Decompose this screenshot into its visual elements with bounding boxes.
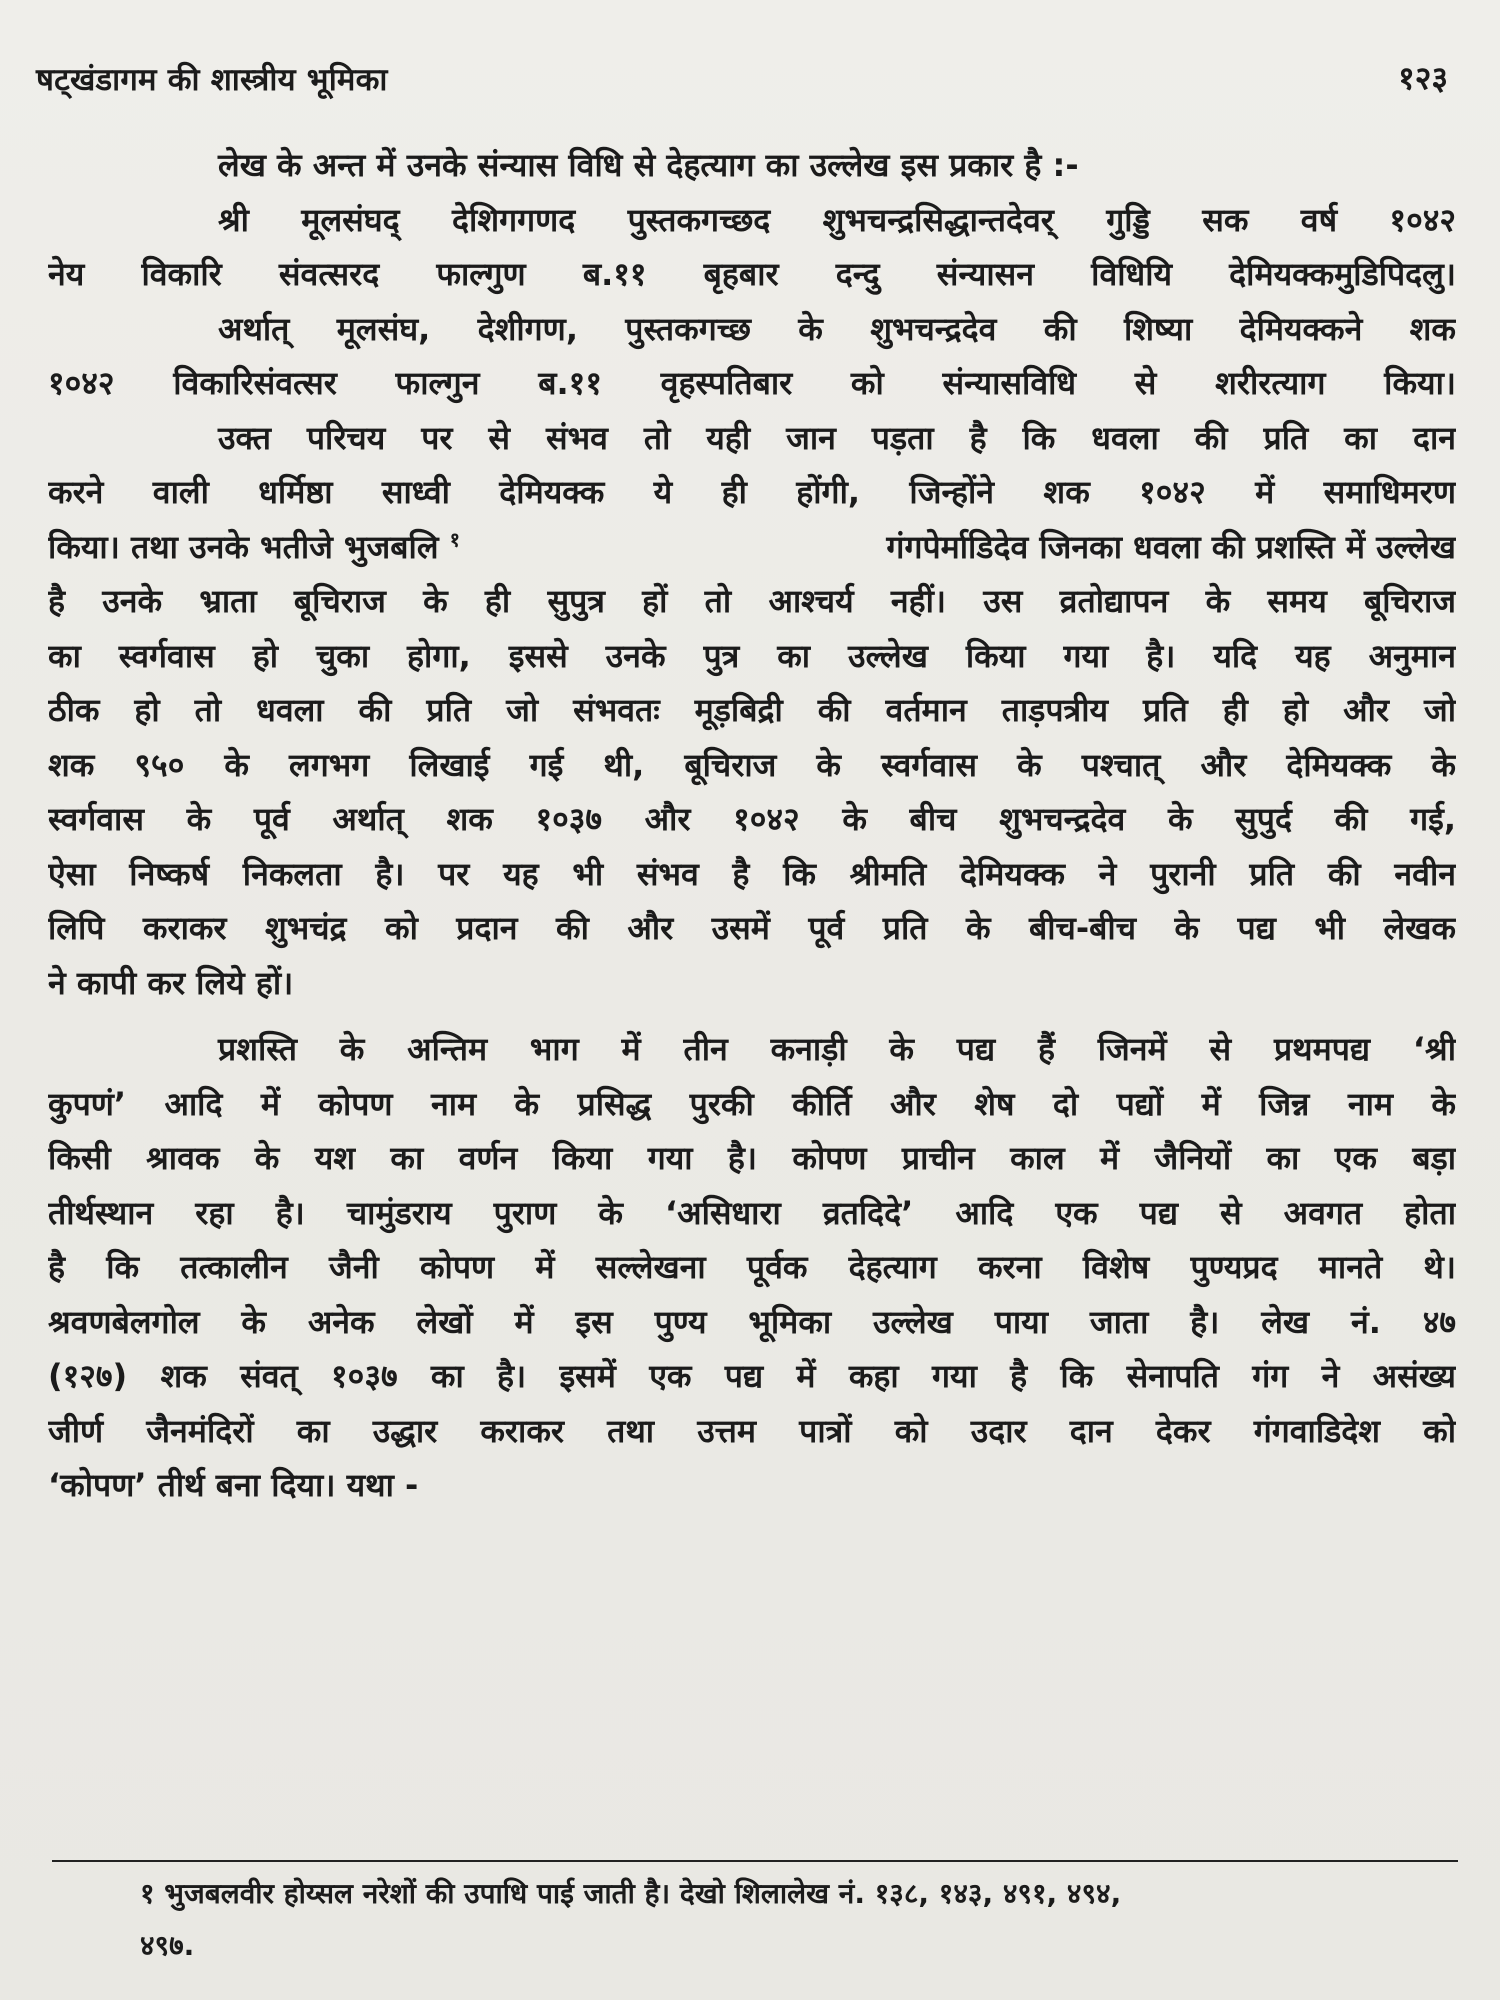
body-text xyxy=(48,138,1456,1513)
text-line: तीर्थस्थान रहा है। चामुंडराय पुराण के ‘असिधारा व्रतदिदे’ आदि एक पद्य से अवगत होता xyxy=(48,1193,1456,1232)
page-number: १२३ xyxy=(1398,59,1448,97)
footnote-divider xyxy=(52,1860,1458,1862)
running-header-title: षट्खंडागम की शास्त्रीय भूमिका xyxy=(36,62,388,98)
text-line xyxy=(48,520,1456,575)
text-line: लेख के अन्त में उनके संन्यास विधि से देहत्याग का उल्लेख इस प्रकार है :- xyxy=(218,146,1079,184)
footnote-line: १ भुजबलवीर होय्सल नरेशों की उपाधि पाई जाती है। देखो शिलालेख नं. १३८, १४३, ४९१, ४९४, xyxy=(140,1877,1122,1910)
text-line: ठीक हो तो धवला की प्रति जो संभवतः मूड़बिद्री की वर्तमान ताड़पत्रीय प्रति ही हो और जो xyxy=(48,691,1456,729)
text-line: है कि तत्कालीन जैनी कोपण में सल्लेखना पूर्वक देहत्याग करना विशेष पुण्यप्रद मानते थे। xyxy=(48,1248,1456,1286)
text-line: का स्वर्गवास हो चुका होगा, इससे उनके पुत्र का उल्लेख किया गया है। यदि यह अनुमान xyxy=(48,636,1456,675)
footnote xyxy=(140,1868,1460,1972)
text-line: अर्थात् मूलसंघ, देशीगण, पुस्तकगच्छ के शुभचन्द्रदेव की शिष्या देमियक्कने शक xyxy=(218,309,1456,348)
text-line: श्री मूलसंघद् देशिगगणद पुस्तकगच्छद शुभचन्द्रसिद्धान्तदेवर् गुड्डि सक वर्ष १०४२ xyxy=(218,200,1456,239)
text-line: स्वर्गवास के पूर्व अर्थात् शक १०३७ और १०४२ के बीच शुभचन्द्रदेव के सुपुर्द की गई, xyxy=(48,800,1456,838)
text-line: ‘कोपण’ तीर्थ बना दिया। यथा - xyxy=(48,1466,419,1504)
text-line: करने वाली धर्मिष्ठा साध्वी देमियक्क ये ही होंगी, जिन्होंने शक १०४२ में समाधिमरण xyxy=(48,473,1456,511)
footnote-line: ४९७. xyxy=(140,1929,195,1962)
text-line: उक्त परिचय पर से संभव तो यही जान पड़ता है कि धवला की प्रति का दान xyxy=(218,418,1456,457)
text-line: १०४२ विकारिसंवत्सर फाल्गुन ब.११ वृहस्पतिबार को संन्यासविधि से शरीरत्याग किया। xyxy=(48,364,1456,402)
text-line: प्रशस्ति के अन्तिम भाग में तीन कनाड़ी के पद्य हैं जिनमें से प्रथमपद्य ‘श्री xyxy=(218,1030,1456,1068)
text-line: (१२७) शक संवत् १०३७ का है। इसमें एक पद्य में कहा गया है कि सेनापति गंग ने असंख्य xyxy=(48,1357,1456,1395)
text-line: शक ९५० के लगभग लिखाई गई थी, बूचिराज के स्वर्गवास के पश्चात् और देमियक्क के xyxy=(48,745,1456,784)
text-line: ऐसा निष्कर्ष निकलता है। पर यह भी संभव है कि श्रीमति देमियक्क ने पुरानी प्रति की नवीन xyxy=(48,854,1456,893)
paragraph-gap xyxy=(48,1010,1456,1022)
text-line: किसी श्रावक के यश का वर्णन किया गया है। कोपण प्राचीन काल में जैनियों का एक बड़ा xyxy=(48,1139,1456,1177)
text-line-start: किया। तथा उनके भतीजे भुजबलि $^१$ xyxy=(48,526,461,566)
text-line: जीर्ण जैनमंदिरों का उद्धार कराकर तथा उत्तम पात्रों को उदार दान देकर गंगवाडिदेश को xyxy=(48,1411,1456,1450)
text-line-end: गंगपेर्माडिदेव जिनका धवला की प्रशस्ति में उल्लेख xyxy=(886,527,1456,566)
text-line: नेय विकारि संवत्सरद फाल्गुण ब.११ बृहबार दन्दु संन्यासन विधियि देमियक्कमुडिपिदलु। xyxy=(48,255,1456,293)
text-line: ने कापी कर लिये हों। xyxy=(48,963,294,1002)
text-line: कुपणं’ आदि में कोपण नाम के प्रसिद्ध पुरकी कीर्ति और शेष दो पद्यों में जिन्न नाम के xyxy=(48,1084,1456,1123)
footnote-marker: १ xyxy=(449,526,461,551)
text-line: है उनके भ्राता बूचिराज के ही सुपुत्र हों तो आश्चर्य नहीं। उस व्रतोद्यापन के समय बूचिराज xyxy=(48,582,1456,620)
text-line: श्रवणबेलगोल के अनेक लेखों में इस पुण्य भूमिका उल्लेख पाया जाता है। लेख नं. ४७ xyxy=(48,1302,1456,1341)
text-line: लिपि कराकर शुभचंद्र को प्रदान की और उसमें पूर्व प्रति के बीच-बीच के पद्य भी लेखक xyxy=(48,909,1456,947)
